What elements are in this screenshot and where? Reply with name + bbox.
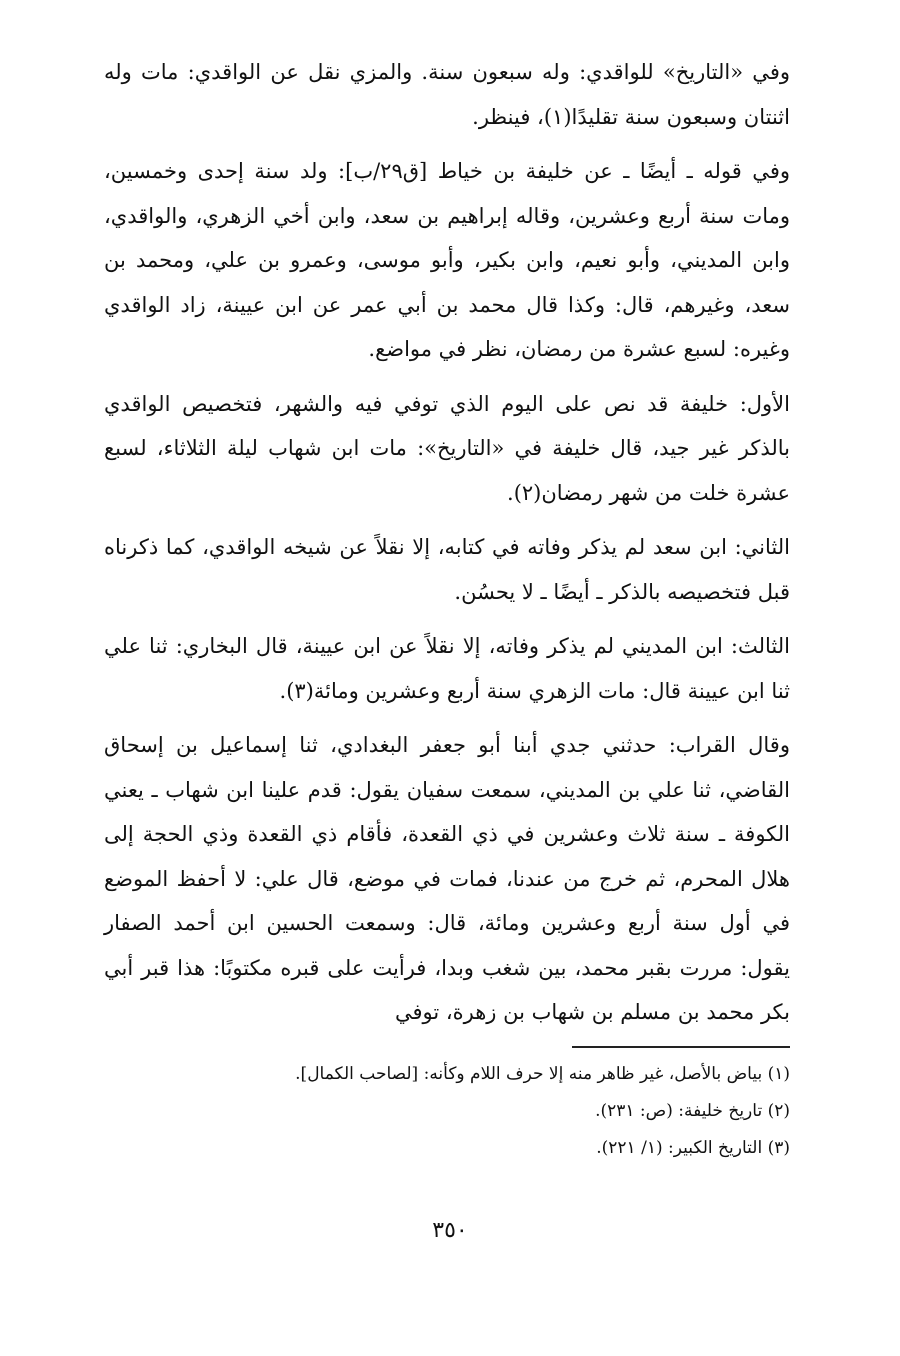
paragraph-1: وفي «التاريخ» للواقدي: وله سبعون سنة. والمزي نقل عن الواقدي: مات وله اثنتان وسبعون سنة تقليدًا(١)، فينظر. [104,60,790,129]
page-number: ٣٥٠ [432,1218,468,1243]
paragraph-5: الثالث: ابن المديني لم يذكر وفاته، إلا نقلاً عن ابن عيينة، قال البخاري: ثنا علي ثنا ابن عيينة قال: مات الزهري سنة أربع وعشرين ومائة(٣). [104,634,790,703]
paragraph-2: وفي قوله ـ أيضًا ـ عن خليفة بن خياط [ق٢٩/ب]: ولد سنة إحدى وخمسين، ومات سنة أربع وعشرين، وقاله إبراهيم بن سعد، وابن أخي الزهري، والواقدي، وابن المديني، وأبو نعيم، وابن بكير، وأبو موسى، وعمرو بن علي، ومحمد بن سعد، وغيرهم، قال: وكذا قال محمد بن أبي عمر عن ابن عيينة، زاد الواقدي وغيره: لسبع عشرة من رمضان، نظر في مواضع. [104,159,790,361]
footnote-divider [572,1046,790,1048]
paragraph-4: الثاني: ابن سعد لم يذكر وفاته في كتابه، إلا نقلاً عن شيخه الواقدي، كما ذكرناه قبل فتخصيصه بالذكر ـ أيضًا ـ لا يحسُن. [104,535,790,604]
footnote-1: (١) بياض بالأصل، غير ظاهر منه إلا حرف اللام وكأنه: [لصاحب الكمال]. [295,1064,790,1084]
paragraph-6: وقال القراب: حدثني جدي أبنا أبو جعفر البغدادي، ثنا إسماعيل بن إسحاق القاضي، ثنا علي بن المديني، سمعت سفيان يقول: قدم علينا ابن شهاب ـ يعني الكوفة ـ سنة ثلاث وعشرين في ذي القعدة، فأقام ذي القعدة وذي الحجة إلى هلال المحرم، ثم خرج من عندنا، فمات في موضع، قال علي: لا أحفظ الموضع في أول سنة أربع وعشرين ومائة، قال: وسمعت الحسين ابن أحمد الصفار يقول: مررت بقبر محمد، بين شغب وبدا، فرأيت على قبره مكتوبًا: هذا قبر أبي بكر محمد بن مسلم بن شهاب بن زهرة، توفي [104,733,790,1024]
main-text [104,50,790,1045]
footnote-3: (٣) التاريخ الكبير: (١/ ٢٢١). [596,1138,790,1158]
footnotes [104,1056,790,1167]
footnote-2: (٢) تاريخ خليفة: (ص: ٢٣١). [595,1101,790,1121]
paragraph-3: الأول: خليفة قد نص على اليوم الذي توفي فيه والشهر، فتخصيص الواقدي بالذكر غير جيد، قال خليفة في «التاريخ»: مات ابن شهاب ليلة الثلاثاء، لسبع عشرة خلت من شهر رمضان(٢). [104,391,790,505]
